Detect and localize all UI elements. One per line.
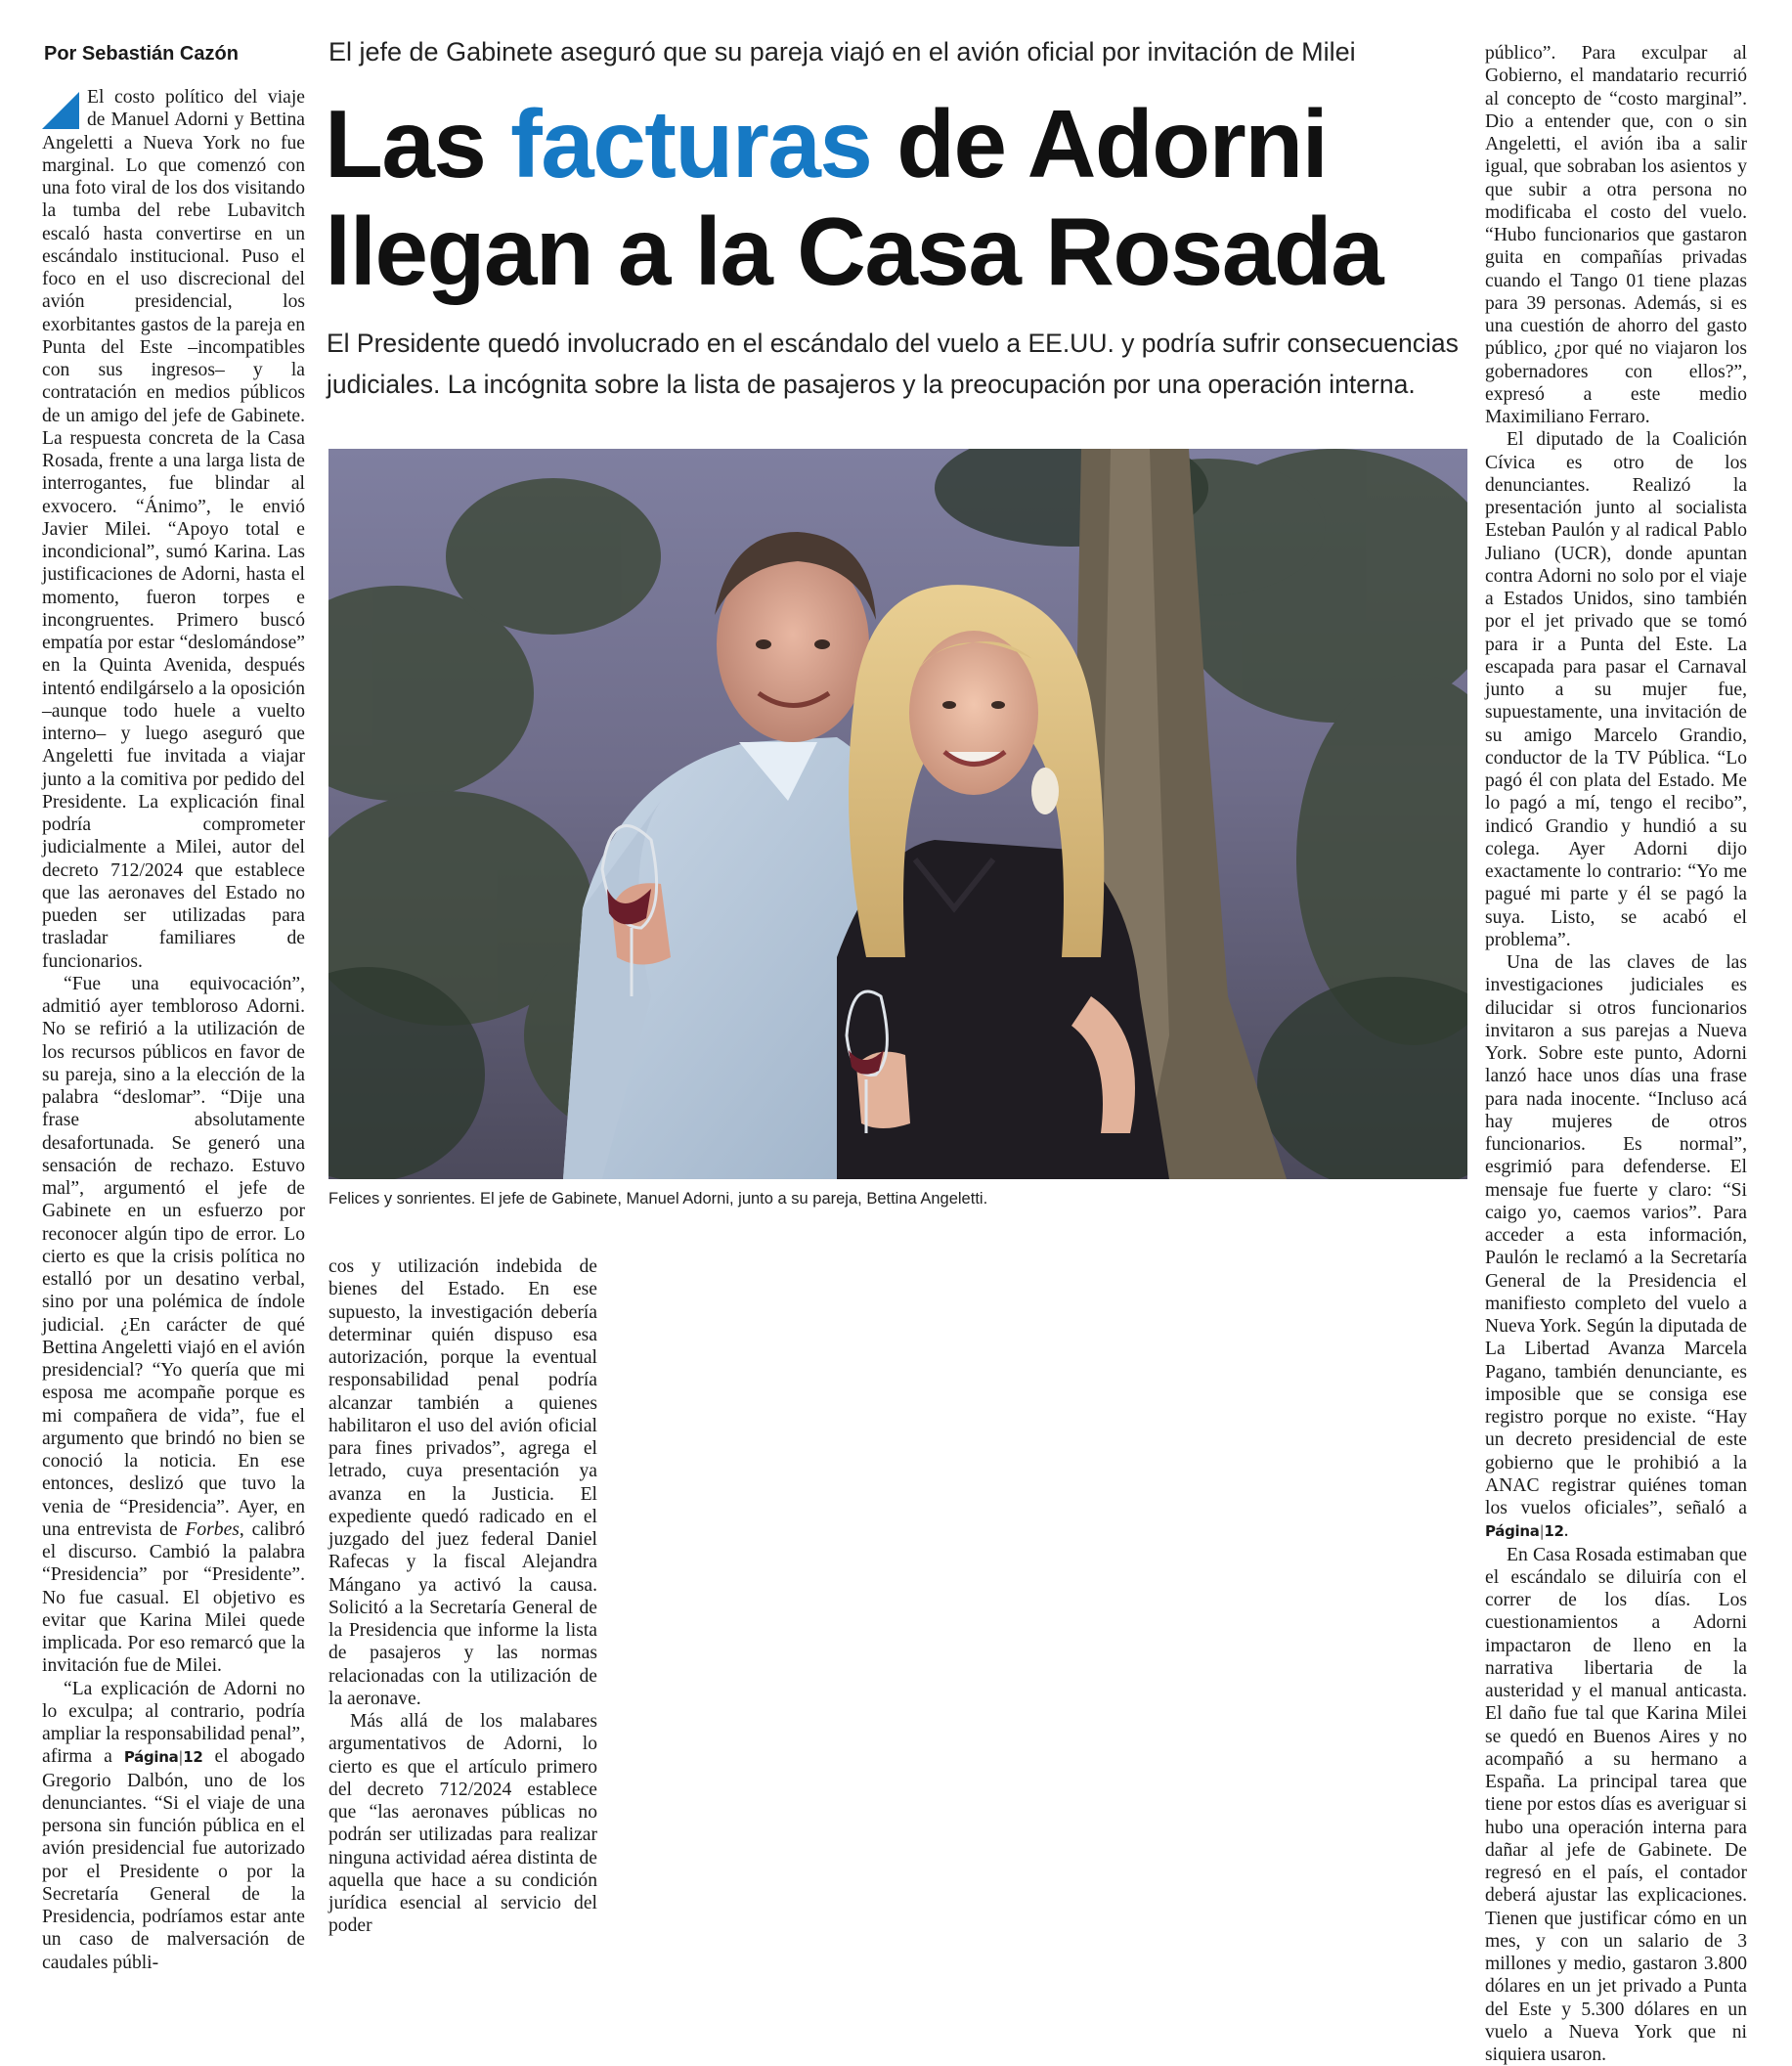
article-column-2: [328, 1255, 597, 1938]
brand-divider: |: [1540, 1522, 1545, 1540]
brand-name: Página: [124, 1748, 179, 1766]
headline: [325, 90, 1478, 305]
paragraph: Más allá de los malabares argumentativos de Adorni, lo cierto es que el artículo primero del decreto 712/2024 establece que “las aeronaves públicas no podrán ser utilizadas para realizar ninguna actividad aérea distinta de aquella que hace a su condición jurídica esencial al servicio del poder: [328, 1710, 597, 1938]
article-column-3: [1485, 42, 1747, 2066]
paragraph: público”. Para exculpar al Gobierno, el mandatario recurrió al concepto de “costo marginal”. Dio a entender que, con o sin Angeletti, el avión iba a salir igual, que sobraban los asientos y que subir a otra persona no modificaba el costo del vuelo. “Hubo funcionarios que gastaron guita en compañías privadas cuando el Tango 01 tiene plazas para 39 personas. Además, si es una cuestión de ahorro del gasto público, ¿por qué no viajaron los gobernadores con ellos?”, expresó a este medio Maximiliano Ferraro.: [1485, 42, 1747, 428]
byline: Por Sebastián Cazón: [44, 43, 239, 66]
article-column-1: [42, 86, 305, 1974]
headline-part2: de Adorni llegan a la Casa Rosada: [325, 90, 1382, 305]
headline-highlight: facturas: [510, 90, 871, 198]
paragraph-text: Una de las claves de las investigaciones judiciales es dilucidar si otros funcionarios invitaron a sus parejas a Nueva York. Sobre este punto, Adorni lanzó hace unos días una frase para nada inocente. “Incluso acá hay mujeres de otros funcionarios. Es normal”, esgrimió para defenderse. El mensaje fue fuerte y claro: “Si caigo yo, caemos varios”. Para acceder a esta información, Paulón le reclamó a la Secretaría General de la Presidencia el manifiesto completo del vuelo a Nueva York. Según la diputada de La Libertad Avanza Marcela Pagano, también denunciante, es imposible que se consiga ese registro porque no existe. “Hay un decreto presidencial de este gobierno que le prohibió a la ANAC registrar quiénes toman los vuelos oficiales”, señaló a: [1485, 952, 1747, 1518]
paragraph: [42, 973, 305, 1678]
dropcap-triangle: [42, 92, 79, 129]
article-photo: [328, 449, 1467, 1179]
paragraph: [42, 86, 305, 973]
brand-divider: |: [178, 1748, 183, 1766]
kicker: El jefe de Gabinete aseguró que su pareja viajó en el avión oficial por invitación de Milei: [328, 37, 1356, 67]
brand-number: 12: [1544, 1522, 1563, 1540]
photo-caption: Felices y sonrientes. El jefe de Gabinete, Manuel Adorni, junto a su pareja, Bettina Angeletti.: [328, 1190, 987, 1209]
paragraph-text: “La explicación de Adorni no lo exculpa; al contrario, podría ampliar la responsabilidad penal”, afirma a: [42, 1679, 305, 1768]
brand-name: Página: [1485, 1522, 1540, 1540]
brand-number: 12: [183, 1748, 202, 1766]
paragraph: [1485, 951, 1747, 1544]
paragraph-text: .: [1564, 1520, 1569, 1541]
pagina12-brand: [124, 1748, 203, 1766]
headline-part1: Las: [325, 90, 510, 198]
paragraph: El diputado de la Coalición Cívica es otro de los denunciantes. Realizó la presentación junto al socialista Esteban Paulón y al radical Pablo Juliano (UCR), donde apuntan contra Adorni no solo por el viaje a Estados Unidos, sino también por el jet privado que se tomó para ir a Punta del Este. La escapada para pasar el Carnaval junto a su mujer fue, supuestamente, una invitación de su amigo Marcelo Grandio, conductor de la TV Pública. “Lo pagó él con plata del Estado. Me lo pagó a mí, tengo el recibo”, indicó Grandio y hundió a su colega. Ayer Adorni dijo exactamente lo contrario: “Yo me pagué mi parte y él se pagó la suya. Listo, se acabó el problema”.: [1485, 428, 1747, 951]
pagina12-brand: [1485, 1522, 1564, 1540]
paragraph: [42, 1678, 305, 1974]
paragraph-text: , calibró el discurso. Cambió la palabra “Presidencia” por “Presidente”. No fue casual. El objetivo es evitar que Karina Milei quede implicada. Por eso remarcó que la invitación fue de Milei.: [42, 1519, 305, 1677]
paragraph-text: El costo político del viaje de Manuel Adorni y Bettina Angeletti a Nueva York no fue marginal. Lo que comenzó con una foto viral de los dos visitando la tumba del rebe Lubavitch escaló hasta convertirse en un escándalo institucional. Puso el foco en el uso discrecional del avión presidencial, los exorbitantes gastos de la pareja en Punta del Este –incompatibles con sus ingresos– y la contratación en medios públicos de un amigo del jefe de Gabinete. La respuesta concreta de la Casa Rosada, frente a una larga lista de interrogantes, fue blindar al exvocero. “Ánimo”, le envió Javier Milei. “Apoyo total e incondicional”, sumó Karina. Las justificaciones de Adorni, hasta el momento, fueron torpes e incongruentes. Primero buscó empatía por estar “deslomándose” en la Quinta Avenida, después intentó endilgárselo a la oposición –aunque todo huele a vuelto interno– y luego aseguró que Angeletti fue invitada a viajar junto a la comitiva por pedido del Presidente. La explicación final podría comprometer judicialmente a Milei, autor del decreto 712/2024 que establece que las aeronaves del Estado no pueden ser utilizadas para trasladar familiares de funcionarios.: [42, 87, 305, 972]
magazine-name: Forbes: [185, 1519, 240, 1540]
deck: El Presidente quedó involucrado en el escándalo del vuelo a EE.UU. y podría sufrir consecuencias judiciales. La incógnita sobre la lista de pasajeros y la preocupación por una operación interna.: [327, 323, 1472, 405]
paragraph-text: el abogado Gregorio Dalbón, uno de los denunciantes. “Si el viaje de una persona sin función pública en el avión presidencial fue autorizado por el Presidente o por la Secretaría General de la Presidencia, podríamos estar ante un caso de malversación de caudales públi-: [42, 1746, 305, 1972]
paragraph: En Casa Rosada estimaban que el escándalo se diluiría con el correr de los días. Los cuestionamientos a Adorni impactaron de lleno en la narrativa libertaria de la austeridad y el manual anticasta. El daño fue tal que Karina Milei se quedó en Buenos Aires y no acompañó a su hermano a España. La principal tarea que tiene por estos días es averiguar si hubo una operación interna para dañar al jefe de Gabinete. De regresó en el país, el contador deberá ajustar las explicaciones. Tienen que justificar cómo en un mes, y con un salario de 3 millones y medio, gastaron 3.800 dólares en un jet privado a Punta del Este y 5.300 dólares en un vuelo a Nueva York que ni siquiera usaron.: [1485, 1544, 1747, 2066]
paragraph-text: “Fue una equivocación”, admitió ayer tembloroso Adorni. No se refirió a la utilización de los recursos públicos en favor de su pareja, sino a la elección de la palabra “deslomar”. “Dije una frase absolutamente desafortunada. Se generó una sensación de rechazo. Estuvo mal”, argumentó el jefe de Gabinete en un esfuerzo por reconocer algún tipo de error. Lo cierto es que la crisis política no estalló por un desatino verbal, sino por una polémica de índole judicial. ¿En carácter de qué Bettina Angeletti viajó en el avión presidencial? “Yo quería que mi esposa me acompañe porque es mi compañera de vida”, fue el argumento que brindó no bien se conoció la noticia. En ese entonces, deslizó que tuvo la venia de “Presidencia”. Ayer, en una entrevista de: [42, 974, 305, 1540]
paragraph: cos y utilización indebida de bienes del Estado. En ese supuesto, la investigación debería determinar quién dispuso esa autorización, porque la eventual responsabilidad penal podría alcanzar también a quienes habilitaron el uso del avión oficial para fines privados”, agrega el letrado, cuya presentación ya avanza en la Justicia. El expediente quedó radicado en el juzgado del juez federal Daniel Rafecas y la fiscal Alejandra Mángano ya activó la causa. Solicitó a la Secretaría General de la Presidencia que informe la lista de pasajeros y las normas relacionadas con la utilización de la aeronave.: [328, 1255, 597, 1710]
